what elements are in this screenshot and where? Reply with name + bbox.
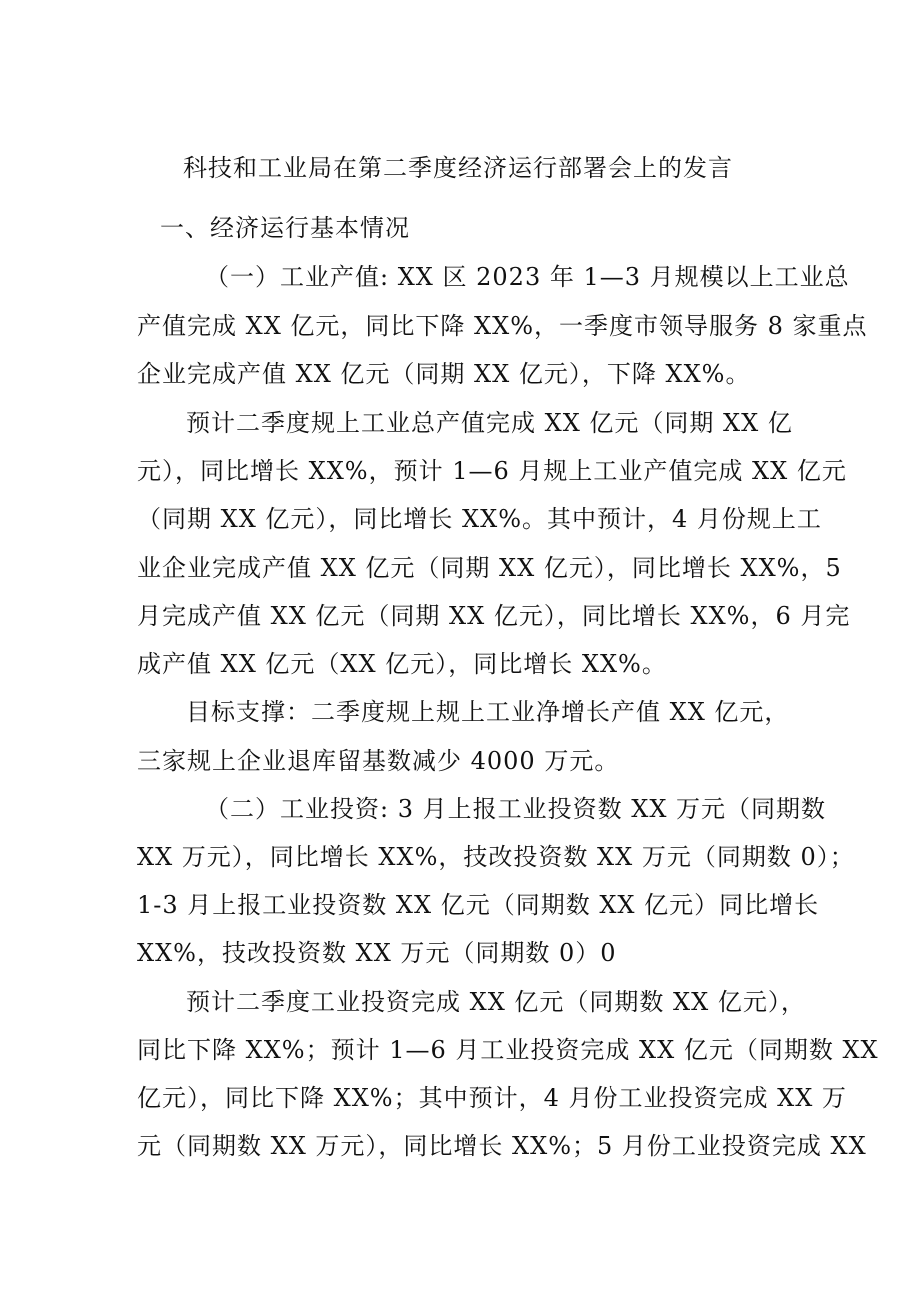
paragraph-line: 元（同期数 XX 万元），同比增长 XX%；5 月份工业投资完成 XX xyxy=(137,1132,867,1160)
paragraph-line: 元），同比增长 XX%，预计 1—6 月规上工业产值完成 XX 亿元 xyxy=(137,457,847,485)
paragraph-line: 同比下降 XX%；预计 1—6 月工业投资完成 XX 亿元（同期数 XX xyxy=(137,1036,879,1064)
paragraph-line: 产值完成 XX 亿元，同比下降 XX%，一季度市领导服务 8 家重点 xyxy=(137,312,868,340)
paragraph-line: 预计二季度工业投资完成 XX 亿元（同期数 XX 亿元）， xyxy=(186,988,806,1016)
paragraph-line: 目标支撑：二季度规上规上工业净增长产值 XX 亿元， xyxy=(186,698,790,726)
paragraph-line: 企业完成产值 XX 亿元（同期 XX 亿元），下降 XX%。 xyxy=(137,360,751,388)
paragraph-line: XX 万元），同比增长 XX%，技改投资数 XX 万元（同期数 0）； xyxy=(137,843,855,871)
paragraph-line: 成产值 XX 亿元（XX 亿元），同比增长 XX%。 xyxy=(137,650,667,678)
paragraph-line: （一）工业产值: XX 区 2023 年 1—3 月规模以上工业总 xyxy=(205,263,850,291)
paragraph-line: 亿元），同比下降 XX%；其中预计，4 月份工业投资完成 XX 万 xyxy=(137,1084,847,1112)
paragraph-line: （同期 XX 亿元），同比增长 XX%。其中预计，4 月份规上工 xyxy=(137,505,822,533)
paragraph-line: （二）工业投资: 3 月上报工业投资数 XX 万元（同期数 xyxy=(205,795,827,823)
paragraph-line: 业企业完成产值 XX 亿元（同期 XX 亿元），同比增长 XX%，5 xyxy=(137,554,842,582)
paragraph-line: 三家规上企业退库留基数减少 4000 万元。 xyxy=(137,747,620,775)
document-title: 科技和工业局在第二季度经济运行部署会上的发言 xyxy=(183,154,733,182)
paragraph-line: XX%，技改投资数 XX 万元（同期数 0）0 xyxy=(137,939,617,967)
paragraph-line: 预计二季度规上工业总产值完成 XX 亿元（同期 XX 亿 xyxy=(186,409,793,437)
section-heading: 一、经济运行基本情况 xyxy=(160,214,410,242)
paragraph-line: 月完成产值 XX 亿元（同期 XX 亿元），同比增长 XX%，6 月完 xyxy=(137,602,851,630)
paragraph-line: 1-3 月上报工业投资数 XX 亿元（同期数 XX 亿元）同比增长 xyxy=(137,891,820,919)
